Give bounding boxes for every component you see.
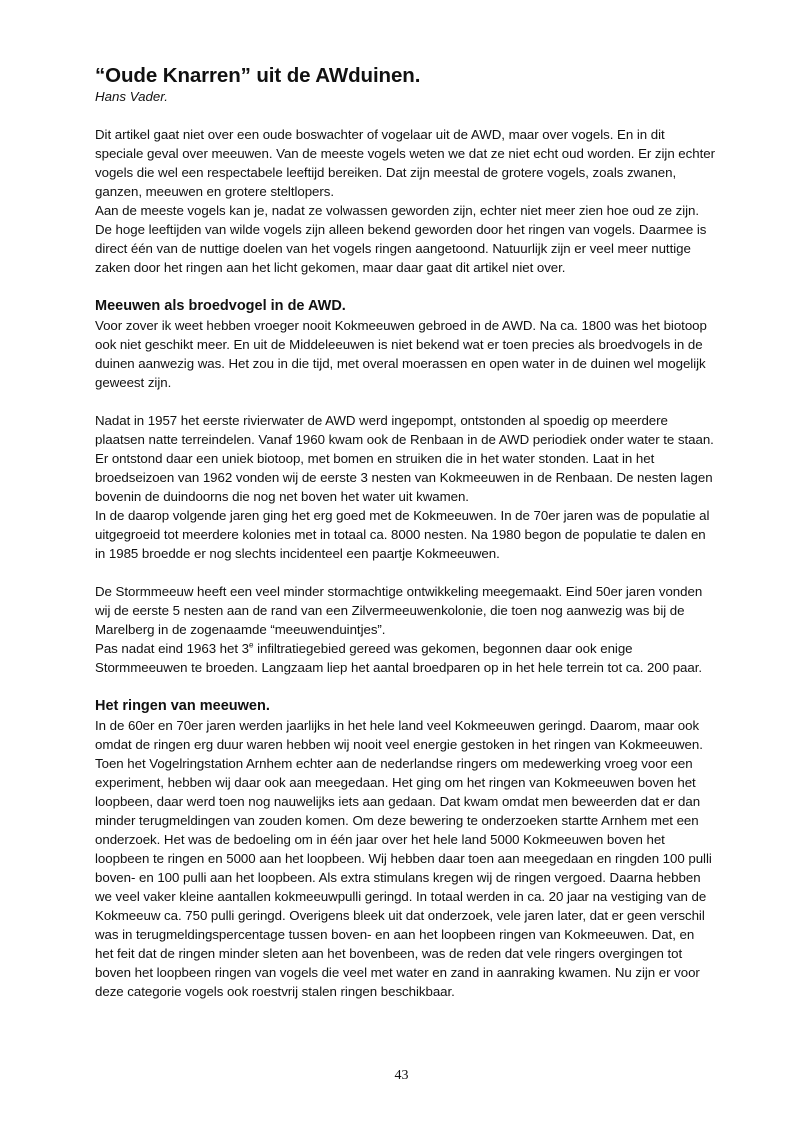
article: [95, 64, 715, 1001]
ordinal-superscript: e: [249, 640, 254, 650]
section1-paragraph-2: Nadat in 1957 het eerste rivierwater de AWD werd ingepompt, ontstonden al spoedig op meerdere plaatsen natte terreindelen. Vanaf 1960 kwam ook de Renbaan in de AWD periodiek onder water te staan. Er ontstond daar een uniek biotoop, met bomen en struiken die in het water stonden. Laat in het broedseizoen van 1962 vonden wij de eerste 3 nesten van Kokmeeuwen in de Renbaan. De nesten lagen bovenin de duindoorns die nog net boven het water uit kwamen.: [95, 413, 714, 504]
section1-paragraph-5: [95, 639, 715, 677]
section2-paragraph-1: In de 60er en 70er jaren werden jaarlijks in het hele land veel Kokmeeuwen geringd. Daarom, maar ook omdat de ringen erg duur waren hebben wij nooit veel energie gestoken in het ringen van Kokmeeuwen.: [95, 718, 703, 752]
intro-paragraph-2: Aan de meeste vogels kan je, nadat ze volwassen geworden zijn, echter niet meer zien hoe oud ze zijn. De hoge leeftijden van wilde vogels zijn alleen bekend geworden door het ringen van vogels. Daarmee is direct één van de nuttige doelen van het vogels ringen aangetoond. Natuurlijk zijn er veel meer nuttige zaken door het ringen aan het licht gekomen, maar daar gaat dit artikel niet over.: [95, 203, 707, 275]
section1-paragraph-3: In de daarop volgende jaren ging het erg goed met de Kokmeeuwen. In de 70er jaren was de populatie al uitgegroeid tot meerdere kolonies met in totaal ca. 8000 nesten. Na 1980 begon de populatie te dalen en in 1985 broedde er nog slechts incidenteel een paartje Kokmeeuwen.: [95, 508, 710, 561]
section-heading-broedvogel: Meeuwen als broedvogel in de AWD.: [95, 298, 346, 314]
article-title: “Oude Knarren” uit de AWduinen.: [95, 64, 421, 87]
page-number: 43: [394, 1068, 409, 1083]
section1-paragraph-4: De Stormmeeuw heeft een veel minder stormachtige ontwikkeling meegemaakt. Eind 50er jaren vonden wij de eerste 5 nesten aan de rand van een Zilvermeeuwenkolonie, die toen nog aanwezig was bij de Marelberg in de zogenaamde “meeuwenduintjes”.: [95, 584, 703, 637]
section-heading-ringen: Het ringen van meeuwen.: [95, 698, 270, 714]
section1-paragraph-1: Voor zover ik weet hebben vroeger nooit Kokmeeuwen gebroed in de AWD. Na ca. 1800 was het biotoop ook niet geschikt meer. En uit de Middeleeuwen is niet bekend wat er toen precies als broedvogels in de duinen aanwezig was. Het zou in die tijd, met overal moerassen en open water in de duinen wel mogelijk geweest zijn.: [95, 318, 707, 390]
article-author: Hans Vader.: [95, 89, 168, 104]
section2-paragraph-2: Toen het Vogelringstation Arnhem echter aan de nederlandse ringers om medewerking vroeg voor een experiment, hebben wij daar ook aan meegedaan. Het ging om het ringen van Kokmeeuwen boven het loopbeen, daar werd toen nog nauwelijks iets aan gedaan. Dat kwam omdat men beweerden dat er dan minder terugmeldingen van zouden komen. Om deze bewering te onderzoeken startte Arnhem met een onderzoek. Het was de bedoeling om in één jaar over het hele land 5000 Kokmeeuwen boven het loopbeen te ringen en 5000 aan het loopbeen. Wij hebben daar toen aan meegedaan en ringden 100 pulli boven- en 100 pulli aan het loopbeen. Als extra stimulans kregen wij de ringen vergoed. Daarna hebben we veel vaker kleine aantallen kokmeeuwpulli geringd. In totaal werden in ca. 20 jaar na vestiging van de Kokmeeuw ca. 750 pulli geringd. Overigens bleek uit dat onderzoek, vele jaren later, dat er geen verschil was in terugmeldingspercentage tussen boven- en aan het loopbeen ringen van Kokmeeuwen. Dat, en het feit dat de ringen minder sleten aan het bovenbeen, was de reden dat vele ringers overgingen tot boven het loopbeen ringen van vogels die veel met water en zand in aanraking kwamen. Nu zijn er voor deze categorie vogels ook roestvrij stalen ringen beschikbaar.: [95, 756, 712, 999]
p5-text-after: infiltratiegebied gereed was gekomen, begonnen daar ook enige Stormmeeuwen te broeden. Langzaam liep het aantal broedparen op in het hele terrein tot ca. 200 paar.: [95, 641, 703, 675]
p5-text-before: Pas nadat eind 1963 het 3: [95, 641, 250, 656]
intro-paragraph-1: Dit artikel gaat niet over een oude boswachter of vogelaar uit de AWD, maar over vogels. En in dit speciale geval over meeuwen. Van de meeste vogels weten we dat ze niet echt oud worden. Er zijn echter vogels die wel een respectabele leeftijd bereiken. Dat zijn meestal de grotere vogels, zoals zwanen, ganzen, meeuwen en grotere steltlopers.: [95, 127, 715, 199]
